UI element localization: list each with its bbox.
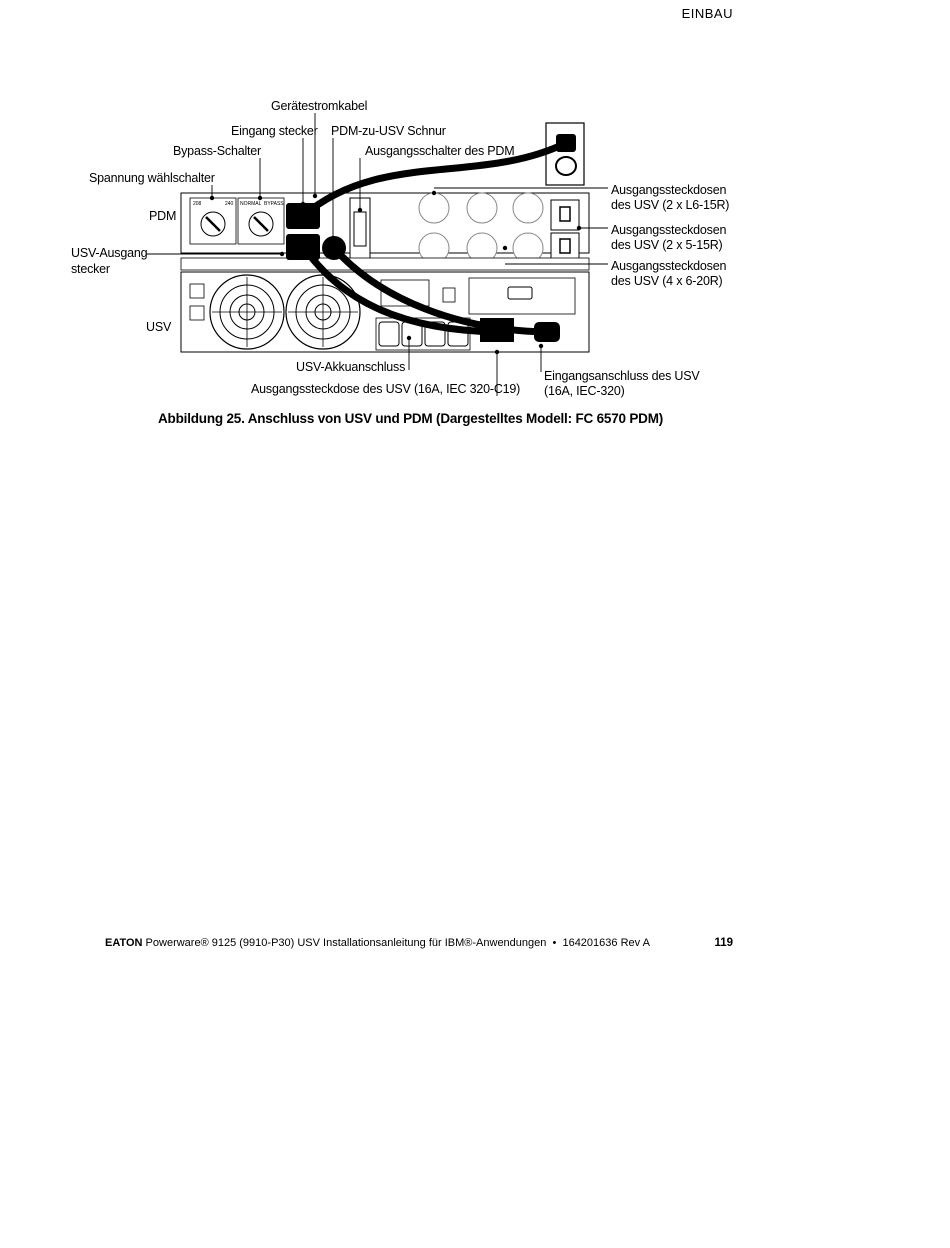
label-eingang-usv-2: (16A, IEC-320) — [544, 384, 625, 398]
panel-bypass: BYPASS — [264, 201, 284, 207]
connection-figure — [0, 0, 950, 440]
label-l6-1: Ausgangssteckdosen — [611, 183, 727, 197]
footer-brand: EATON — [105, 937, 143, 949]
panel-240: 240 — [225, 201, 234, 207]
footer-text: Powerware® 9125 (9910-P30) USV Installationsanleitung für IBM®-Anwendungen • 164201636 Rev A — [142, 937, 650, 949]
label-620-2: des USV (4 x 6-20R) — [611, 274, 723, 288]
label-pdm-usv-schnur: PDM-zu-USV Schnur — [331, 124, 446, 138]
label-usv-ausgang-1: USV-Ausgang — [71, 246, 148, 260]
label-pdm: PDM — [149, 209, 177, 223]
connection-diagram — [0, 0, 950, 440]
panel-normal: NORMAL — [240, 201, 262, 207]
label-eingang-stecker: Eingang stecker — [231, 124, 318, 138]
label-geraetestromkabel: Gerätestromkabel — [271, 99, 368, 113]
label-usv-ausgang-2: stecker — [71, 262, 110, 276]
label-ausgangsschalter-pdm: Ausgangsschalter des PDM — [365, 144, 515, 158]
panel-208: 208 — [193, 201, 202, 207]
label-515-1: Ausgangssteckdosen — [611, 223, 727, 237]
label-c19: Ausgangssteckdose des USV (16A, IEC 320-C19) — [251, 382, 521, 396]
wall-outlet — [546, 123, 584, 185]
label-l6-2: des USV (2 x L6-15R) — [611, 198, 730, 212]
figure-caption: Abbildung 25. Anschluss von USV und PDM (Dargestelltes Modell: FC 6570 PDM) — [158, 411, 664, 426]
label-eingang-usv-1: Eingangsanschluss des USV — [544, 369, 700, 383]
label-620-1: Ausgangssteckdosen — [611, 259, 727, 273]
page-number: 119 — [714, 937, 733, 949]
page-footer — [105, 937, 733, 949]
label-akku: USV-Akkuanschluss — [296, 360, 406, 374]
section-title: EINBAU — [681, 6, 733, 21]
label-bypass-schalter: Bypass-Schalter — [173, 144, 262, 158]
label-515-2: des USV (2 x 5-15R) — [611, 238, 723, 252]
usv-unit — [181, 258, 589, 352]
label-spannung-waehlschalter: Spannung wählschalter — [89, 171, 215, 185]
label-usv: USV — [146, 320, 172, 334]
